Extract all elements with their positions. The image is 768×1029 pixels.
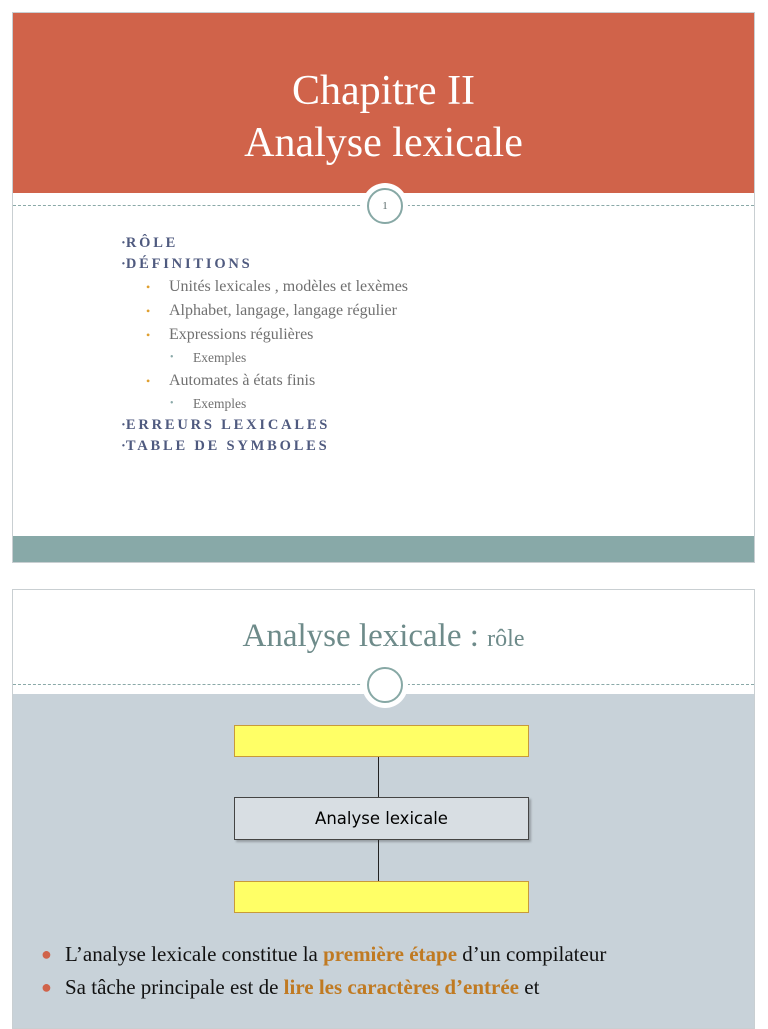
diagram-analyse-label: Analyse lexicale	[315, 809, 448, 828]
outline-item-role: ·RÔLE	[121, 235, 179, 251]
slide-1-header	[13, 13, 754, 193]
bullet-icon: •	[146, 328, 151, 342]
outline-list	[121, 233, 721, 457]
outline-item-definitions: ·DÉFINITIONS	[121, 256, 253, 272]
bullet-icon: •	[170, 352, 174, 363]
diagram-input-box	[234, 725, 529, 757]
title-line-1: Chapitre II	[291, 68, 476, 114]
slide-1	[12, 12, 755, 563]
diagram-analyse-box	[234, 797, 529, 840]
outline-subitem: • Alphabet, langage, langage régulier	[121, 299, 721, 323]
page-number-badge	[362, 662, 408, 708]
title-line-2: Analyse lexicale	[244, 120, 523, 166]
diagram-output-box	[234, 881, 529, 913]
page-number-ring	[367, 188, 403, 224]
bullet-icon: •	[146, 304, 151, 318]
outline-subitem: • Unités lexicales , modèles et lexèmes	[121, 275, 721, 299]
outline-item-erreurs: ·ERREURS LEXICALES	[121, 417, 331, 433]
outline-subsubitem: • Exemples	[121, 347, 721, 369]
slide-2-title-main: Analyse lexicale :	[242, 618, 488, 654]
outline-item-table: ·TABLE DE SYMBOLES	[121, 438, 330, 454]
page-number-ring	[367, 667, 403, 703]
diagram-connector	[378, 840, 379, 881]
slide-1-title	[13, 65, 754, 169]
slide-2-title	[13, 618, 754, 655]
bullet-item: ● L’analyse lexicale constitue la première étape d’un compilateur	[39, 940, 729, 969]
bullet-item: ● Sa tâche principale est de lire les caractères d’entrée et	[39, 973, 729, 1002]
page-number: 1	[382, 200, 388, 212]
bullet-icon: ●	[41, 944, 52, 964]
slide-1-footer-bar	[13, 536, 754, 562]
page-number-badge	[362, 183, 408, 229]
outline-subitem: • Automates à états finis	[121, 369, 721, 393]
bullet-icon: •	[146, 280, 151, 294]
outline-subsubitem: • Exemples	[121, 393, 721, 415]
slide-2	[12, 589, 755, 1029]
slide-2-title-small: rôle	[487, 626, 525, 652]
bullet-icon: ●	[41, 977, 52, 997]
bullet-list	[39, 940, 729, 1006]
bullet-icon: •	[170, 398, 174, 409]
outline-subitem: • Expressions régulières	[121, 323, 721, 347]
diagram-connector	[378, 757, 379, 797]
bullet-icon: •	[146, 374, 151, 388]
